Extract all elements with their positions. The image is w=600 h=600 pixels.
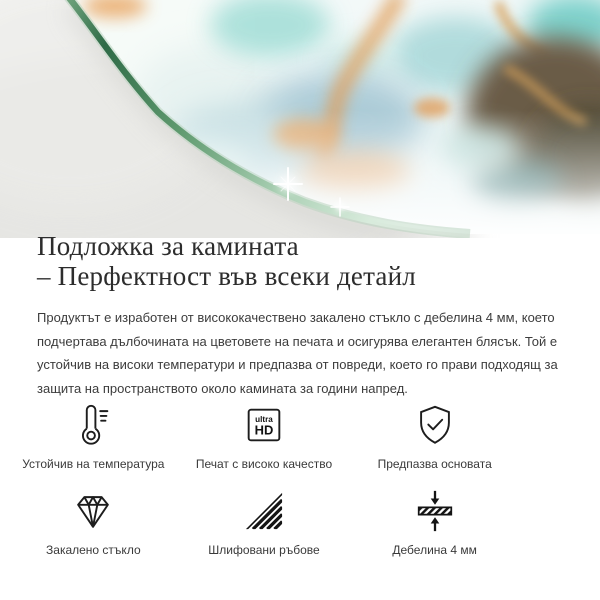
ultra-hd-icon xyxy=(241,402,287,448)
page-title-line1: Подложка за камината xyxy=(37,231,299,261)
shield-check-icon xyxy=(412,402,458,448)
feature-polished-edges xyxy=(179,488,350,557)
feature-label: Печат с високо качество xyxy=(195,457,333,471)
feature-thickness xyxy=(349,488,520,557)
feature-label: Закалено стъкло xyxy=(46,543,141,557)
feature-temperature xyxy=(8,402,179,471)
ultra-hd-text-bottom: HD xyxy=(254,422,274,438)
feature-label: Шлифовани ръбове xyxy=(208,543,320,557)
thickness-icon xyxy=(412,488,458,534)
ultra-hd-text-top: ultra xyxy=(255,415,273,425)
product-image xyxy=(0,0,600,238)
diamond-icon xyxy=(70,488,116,534)
product-description: Продуктът е изработен от висококачествено закалено стъкло с дебелина 4 мм, което подчертава дълбочината на цветовете на печата и осигурява елегантен блясък. Той е устойчив на високи температури и предпазва от повреди, което го прави подходящ за защита на пространството около камината за години напред. xyxy=(37,310,558,396)
feature-tempered-glass xyxy=(8,488,179,557)
feature-label: Устойчив на температура xyxy=(22,457,165,471)
feature-label: Дебелина 4 мм xyxy=(392,543,477,557)
feature-protects-base xyxy=(349,402,520,471)
page-title-line2: – Перфектност във всеки детайл xyxy=(37,261,416,291)
feature-grid xyxy=(8,402,520,557)
thermometer-icon xyxy=(70,402,116,448)
page-title xyxy=(37,231,577,291)
polished-edges-icon xyxy=(241,488,287,534)
feature-print-quality xyxy=(179,402,350,471)
feature-label: Предпазва основата xyxy=(377,457,492,471)
